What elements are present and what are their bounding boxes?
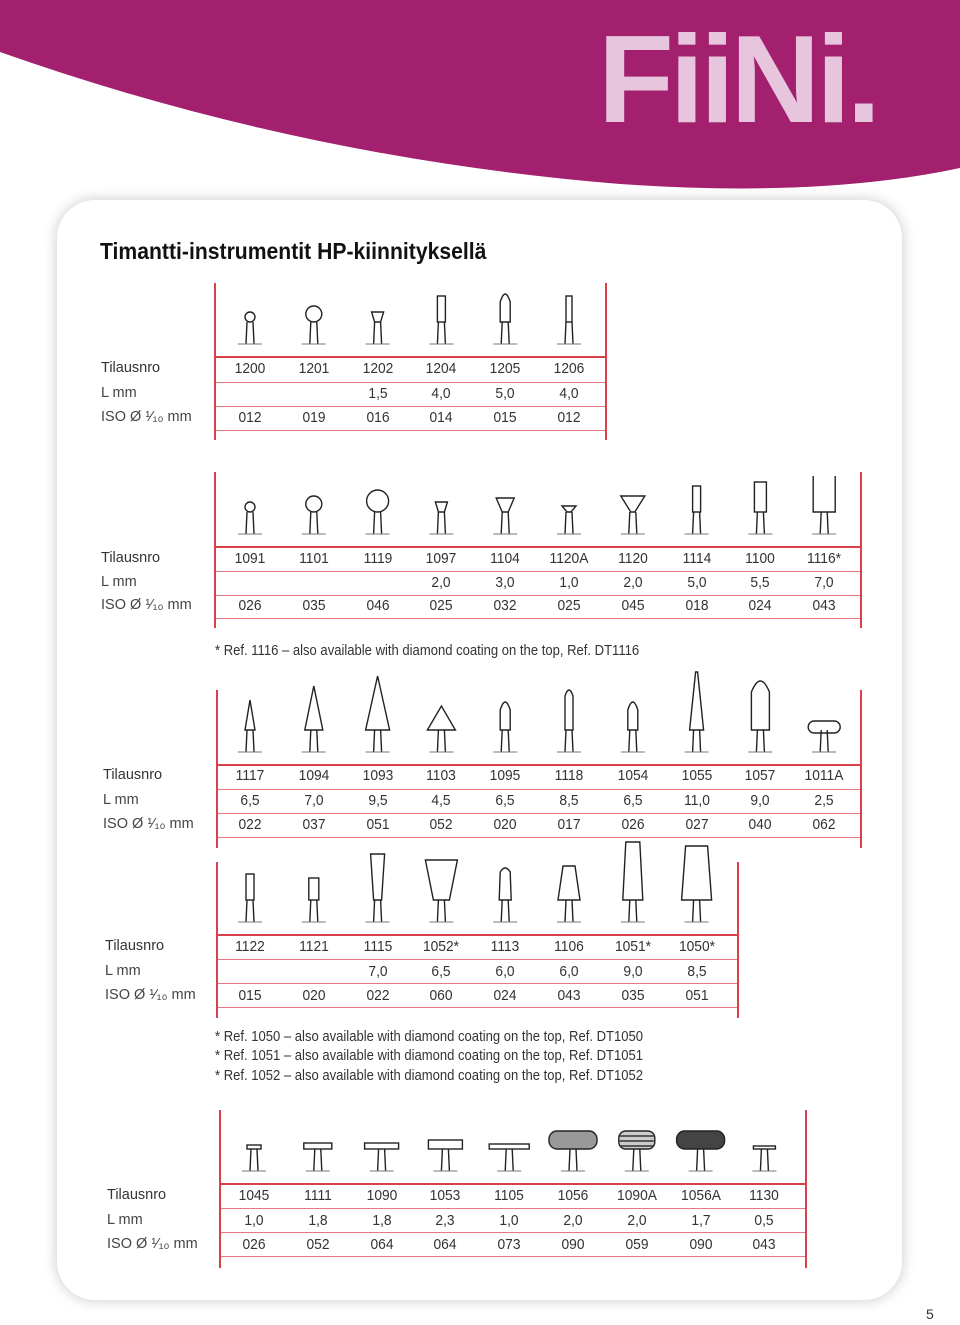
iso-value: 060	[429, 987, 453, 1004]
iso-value: 090	[561, 1236, 585, 1253]
order-number: 1057	[745, 767, 776, 784]
length-value: 1,8	[371, 1212, 392, 1229]
tool-icon-1045	[242, 1145, 266, 1171]
row-label-length: L mm	[103, 792, 139, 808]
length-value: 5,0	[686, 574, 707, 591]
row-label-length: L mm	[101, 385, 137, 401]
tool-icon-1130	[752, 1146, 776, 1171]
iso-value: 026	[238, 597, 262, 614]
tool-icon-1111	[304, 1143, 332, 1171]
footnote: * Ref. 1050 – also available with diamond coating on the top, Ref. DT1050	[215, 1029, 644, 1045]
length-value: 4,0	[431, 385, 451, 402]
iso-value: 043	[557, 987, 581, 1004]
footnote: * Ref. 1052 – also available with diamond coating on the top, Ref. DT1052	[215, 1068, 644, 1084]
iso-value: 035	[621, 987, 645, 1004]
iso-value: 026	[242, 1236, 266, 1253]
iso-value: 018	[685, 597, 709, 614]
order-number: 1050*	[678, 938, 715, 955]
order-number: 1114	[682, 550, 711, 567]
length-value: 11,0	[683, 792, 710, 809]
row-label-length: L mm	[101, 574, 137, 590]
row-label-length: L mm	[105, 963, 141, 979]
row-label-order: Tilausnro	[105, 938, 165, 954]
tool-icon-1090	[365, 1143, 399, 1171]
order-number: 1101	[298, 550, 329, 567]
length-value: 1,0	[244, 1212, 264, 1229]
length-value: 2,0	[431, 574, 451, 591]
iso-value: 020	[493, 816, 517, 833]
iso-value: 064	[370, 1236, 394, 1253]
length-value: 0,5	[754, 1212, 774, 1229]
tool-icon-1105	[489, 1144, 529, 1171]
order-number: 1205	[489, 360, 521, 377]
iso-value: 012	[557, 409, 581, 426]
length-value: 4,5	[431, 792, 451, 809]
order-number: 1122	[235, 938, 265, 955]
order-number: 1095	[489, 767, 521, 784]
iso-value: 046	[366, 597, 390, 614]
iso-value: 020	[302, 987, 326, 1004]
iso-value: 024	[493, 987, 517, 1004]
iso-value: 051	[366, 816, 390, 833]
tool-icon-1056	[549, 1131, 597, 1171]
row-label-order: Tilausnro	[107, 1187, 167, 1203]
iso-value: 059	[625, 1236, 649, 1253]
footnote: * Ref. 1116 – also available with diamond coating on the top, Ref. DT1116	[215, 643, 640, 659]
length-value: 4,0	[559, 385, 579, 402]
iso-value: 045	[621, 597, 645, 614]
order-number: 1051*	[614, 938, 651, 955]
length-value: 6,5	[431, 963, 451, 980]
iso-value: 040	[748, 816, 772, 833]
length-value: 6,5	[623, 792, 643, 809]
iso-value: 025	[429, 597, 453, 614]
order-number: 1090A	[616, 1187, 657, 1204]
order-number: 1200	[234, 360, 266, 377]
order-number: 1103	[426, 767, 457, 784]
order-number: 1054	[617, 767, 649, 784]
order-number: 1104	[490, 550, 521, 567]
footnote: * Ref. 1051 – also available with diamond coating on the top, Ref. DT1051	[215, 1048, 644, 1064]
tool-icon-1056A	[677, 1131, 725, 1171]
iso-value: 012	[238, 409, 262, 426]
length-value: 8,5	[686, 963, 707, 980]
order-number: 1011A	[804, 767, 844, 784]
iso-value: 025	[557, 597, 581, 614]
length-value: 8,5	[559, 792, 579, 809]
length-value: 2,0	[623, 574, 643, 591]
order-number: 1056	[557, 1187, 589, 1204]
iso-value: 022	[366, 987, 390, 1004]
order-number: 1119	[363, 550, 392, 567]
order-number: 1097	[426, 550, 457, 567]
order-number: 1206	[553, 360, 585, 377]
iso-value: 062	[812, 816, 836, 833]
order-number: 1118	[554, 767, 584, 784]
length-value: 2,0	[563, 1212, 583, 1229]
order-number: 1204	[426, 360, 457, 377]
iso-value: 037	[302, 816, 326, 833]
order-number: 1094	[298, 767, 330, 784]
length-value: 1,0	[499, 1212, 519, 1229]
iso-value: 064	[433, 1236, 457, 1253]
page-number: 5	[926, 1306, 934, 1322]
length-value: 6,0	[559, 963, 579, 980]
order-number: 1121	[298, 938, 329, 955]
iso-value: 015	[238, 987, 262, 1004]
length-value: 1,7	[690, 1212, 711, 1229]
length-value: 7,0	[304, 792, 324, 809]
order-number: 1105	[494, 1187, 525, 1204]
order-number: 1045	[238, 1187, 270, 1204]
row-label-iso: ISO Ø ¹⁄₁₀ mm	[101, 597, 192, 613]
iso-value: 027	[685, 816, 709, 833]
order-number: 1056A	[680, 1187, 721, 1204]
order-number: 1113	[490, 938, 520, 955]
order-number: 1111	[303, 1187, 332, 1204]
iso-value: 052	[429, 816, 453, 833]
length-value: 2,0	[627, 1212, 647, 1229]
iso-value: 016	[366, 409, 390, 426]
iso-value: 090	[689, 1236, 713, 1253]
length-value: 6,0	[495, 963, 515, 980]
order-number: 1052*	[423, 938, 460, 955]
iso-value: 022	[238, 816, 262, 833]
order-number: 1106	[554, 938, 584, 955]
order-number: 1090	[366, 1187, 397, 1204]
length-value: 1,0	[559, 574, 579, 591]
length-value: 7,0	[814, 574, 834, 591]
iso-value: 015	[493, 409, 517, 426]
row-label-order: Tilausnro	[103, 767, 163, 783]
length-value: 9,0	[623, 963, 643, 980]
length-value: 1,8	[308, 1212, 328, 1229]
length-value: 9,0	[750, 792, 770, 809]
iso-value: 026	[621, 816, 645, 833]
iso-value: 035	[302, 597, 326, 614]
row-label-order: Tilausnro	[101, 550, 161, 566]
row-label-iso: ISO Ø ¹⁄₁₀ mm	[105, 987, 196, 1003]
order-number: 1115	[363, 938, 392, 955]
order-number: 1202	[362, 360, 393, 377]
iso-value: 017	[557, 816, 581, 833]
row-label-order: Tilausnro	[101, 360, 161, 376]
order-number: 1120	[617, 550, 648, 567]
order-number: 1130	[749, 1187, 780, 1204]
length-value: 5,5	[750, 574, 770, 591]
iso-value: 073	[497, 1236, 521, 1253]
length-value: 5,0	[495, 385, 515, 402]
length-value: 7,0	[367, 963, 388, 980]
iso-value: 043	[752, 1236, 776, 1253]
order-number: 1093	[362, 767, 393, 784]
iso-value: 051	[685, 987, 709, 1004]
iso-value: 019	[302, 409, 326, 426]
length-value: 6,5	[495, 792, 515, 809]
row-label-iso: ISO Ø ¹⁄₁₀ mm	[103, 816, 194, 832]
tool-icon-1090A	[619, 1131, 655, 1171]
order-number: 1055	[681, 767, 712, 784]
iso-value: 024	[748, 597, 772, 614]
order-number: 1053	[430, 1187, 461, 1204]
length-value: 9,5	[367, 792, 388, 809]
order-number: 1116*	[807, 550, 842, 567]
length-value: 3,0	[495, 574, 515, 591]
iso-value: 014	[429, 409, 453, 426]
length-value: 2,5	[814, 792, 834, 809]
iso-value: 052	[306, 1236, 330, 1253]
iso-value: 032	[493, 597, 517, 614]
length-value: 2,3	[435, 1212, 455, 1229]
order-number: 1091	[234, 550, 266, 567]
length-value: 1,5	[367, 385, 388, 402]
order-number: 1120A	[549, 550, 589, 567]
order-number: 1201	[298, 360, 330, 377]
order-number: 1100	[745, 550, 776, 567]
row-label-length: L mm	[107, 1212, 143, 1228]
row-label-iso: ISO Ø ¹⁄₁₀ mm	[107, 1236, 198, 1252]
row-label-iso: ISO Ø ¹⁄₁₀ mm	[101, 409, 192, 425]
length-value: 6,5	[240, 792, 260, 809]
iso-value: 043	[812, 597, 836, 614]
page-title: Timantti-instrumentit HP-kiinnityksellä	[100, 238, 487, 264]
brand-logo: FiiNi.	[598, 11, 878, 149]
order-number: 1117	[235, 767, 265, 784]
tool-icon-1053	[428, 1140, 462, 1171]
